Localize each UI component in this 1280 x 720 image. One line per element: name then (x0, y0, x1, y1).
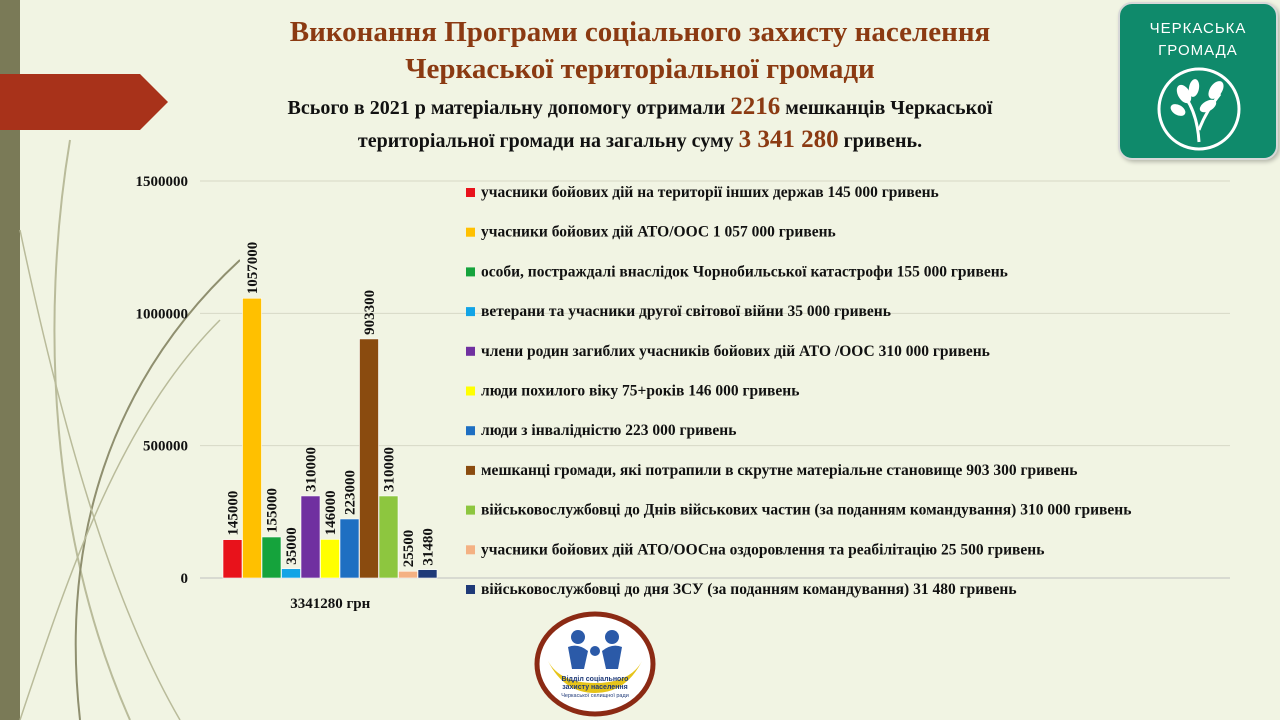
bar (243, 298, 262, 578)
subtitle-line-1 (200, 91, 1080, 124)
data-label: 1057000 (245, 241, 262, 295)
subtitle-line-2 (200, 124, 1080, 157)
subtitle-text: гривень. (843, 130, 923, 152)
data-label: 903300 (362, 289, 379, 335)
brand-logo (1118, 2, 1278, 160)
data-label: 146000 (323, 490, 340, 536)
data-label: 35000 (284, 527, 301, 565)
legend-entry: члени родин загиблих учасників бойових дій АТО /ООС 310 000 гривень (481, 342, 990, 360)
total-sum: 3 341 280 (738, 126, 839, 153)
bar (399, 571, 418, 578)
tree-icon (1154, 64, 1244, 154)
legend-entry: військовослужбовці до дня ЗСУ (за поданням командування) 31 480 гривень (481, 581, 1017, 598)
data-label: 145000 (225, 490, 242, 536)
subtitle-text: мешканців Черкаської (785, 97, 993, 119)
bar (223, 540, 242, 578)
legend-swatch (466, 466, 475, 475)
bar (360, 339, 379, 578)
legend-entry: люди похилого віку 75+років 146 000 гривень (481, 382, 800, 400)
brand-name-line-1: ЧЕРКАСЬКА (1149, 20, 1247, 37)
y-tick-label: 500000 (143, 438, 188, 455)
legend-entry: ветерани та учасники другої світової війни 35 000 гривень (481, 303, 891, 321)
seal-text: захисту населення (562, 684, 628, 691)
legend-entry: учасники бойових дій АТО/ООС 1 057 000 гривень (481, 223, 836, 241)
page-title-line-1: Виконання Програми соціального захисту населення (289, 16, 991, 48)
page-title-line-2: Черкаської територіальної громади (405, 53, 875, 85)
data-label: 310000 (381, 446, 398, 492)
subtitle-text: Всього в 2021 р матеріальну допомогу отримали (287, 97, 726, 119)
seal-text: Черкаської селищної ради (561, 693, 629, 699)
legend-entry: учасники бойових дій АТО/ООСна оздоровлення та реабілітацію 25 500 гривень (481, 541, 1045, 559)
recipients-count: 2216 (730, 93, 781, 120)
legend-swatch (466, 228, 475, 237)
x-tick-label: 3341280 грн (290, 596, 371, 612)
legend-swatch (466, 188, 475, 197)
bar (321, 539, 340, 578)
legend-swatch (466, 307, 475, 316)
legend-swatch (466, 267, 475, 276)
data-label: 31480 (420, 528, 437, 566)
legend-swatch (466, 426, 475, 435)
y-tick-label: 1000000 (135, 306, 188, 323)
bar (282, 569, 301, 578)
bar (379, 496, 398, 578)
bar (418, 570, 437, 578)
legend-entry: люди з інвалідністю 223 000 гривень (481, 422, 737, 440)
bar (301, 496, 320, 578)
legend-entry: особи, постраждалі внаслідок Чорнобильської катастрофи 155 000 гривень (481, 263, 1008, 281)
legend-swatch (466, 347, 475, 356)
y-tick-label: 1500000 (135, 174, 188, 190)
bar-chart (100, 160, 1280, 620)
data-label: 310000 (303, 446, 320, 492)
legend-swatch (466, 545, 475, 554)
data-label: 155000 (264, 487, 281, 533)
brand-name-line-2: ГРОМАДА (1158, 42, 1238, 59)
legend-swatch (466, 585, 475, 594)
legend-entry: учасники бойових дій на території інших держав 145 000 гривень (481, 184, 939, 201)
bar (340, 519, 359, 578)
legend-entry: військовослужбовці до Днів військових частин (за поданням командування) 310 000 гривень (481, 501, 1132, 519)
social-department-seal (534, 611, 656, 717)
data-label: 223000 (342, 469, 359, 515)
legend-swatch (466, 506, 475, 515)
y-tick-label: 0 (180, 571, 188, 587)
legend-swatch (466, 387, 475, 396)
data-label: 25500 (401, 529, 418, 568)
bar (262, 537, 281, 578)
legend-entry: мешканці громади, які потрапили в скрутне матеріальне становище 903 300 гривень (481, 461, 1078, 479)
seal-text: Відділ соціального (561, 676, 629, 683)
subtitle-text: територіальної громади на загальну суму (357, 130, 734, 152)
